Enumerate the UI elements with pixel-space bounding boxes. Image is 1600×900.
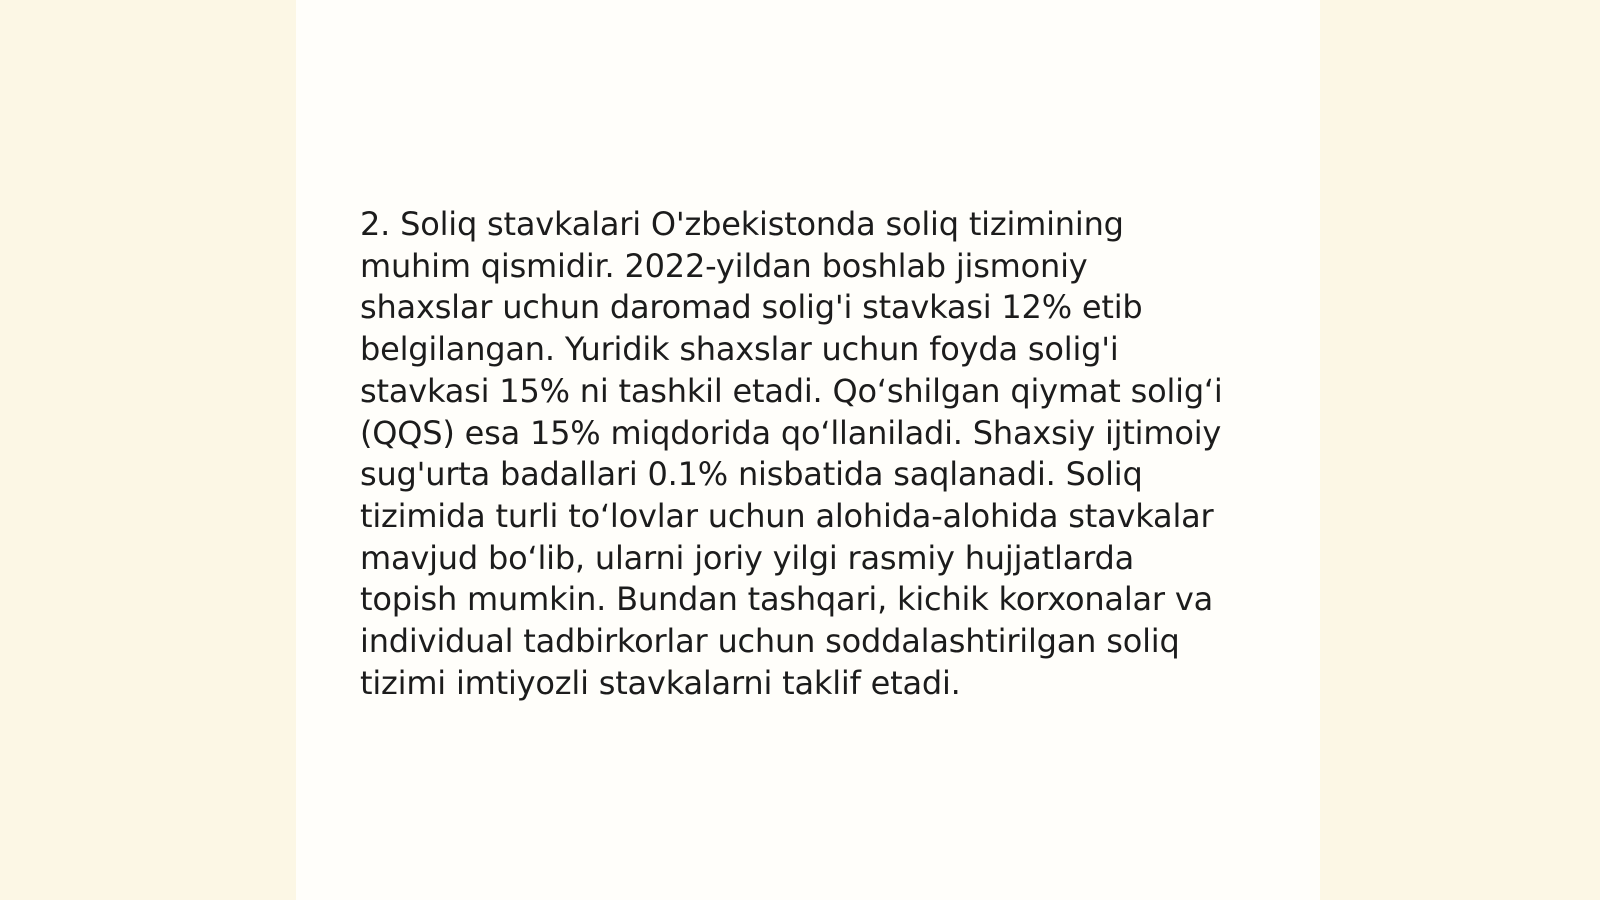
- right-margin-panel: [1320, 0, 1600, 900]
- body-paragraph: 2. Soliq stavkalari O'zbekistonda soliq tizimining muhim qismidir. 2022-yildan boshlab jismoniy shaxslar uchun daromad solig'i stavkasi 12% etib belgilangan. Yuridik shaxslar uchun foyda solig'i stavkasi 15% ni tashkil etadi. Qo‘shilgan qiymat solig‘i (QQS) esa 15% miqdorida qo‘llaniladi. Shaxsiy ijtimoiy sug'urta badallari 0.1% nisbatida saqlanadi. Soliq tizimida turli to‘lovlar uchun alohida-alohida stavkalar mavjud bo‘lib, ularni joriy yilgi rasmiy hujjatlarda topish mumkin. Bundan tashqari, kichik korxonalar va individual tadbirkorlar uchun soddalashtirilgan soliq tizimi imtiyozli stavkalarni taklif etadi.: [360, 205, 1223, 702]
- left-margin-panel: [0, 0, 296, 900]
- document-page: [296, 0, 1320, 900]
